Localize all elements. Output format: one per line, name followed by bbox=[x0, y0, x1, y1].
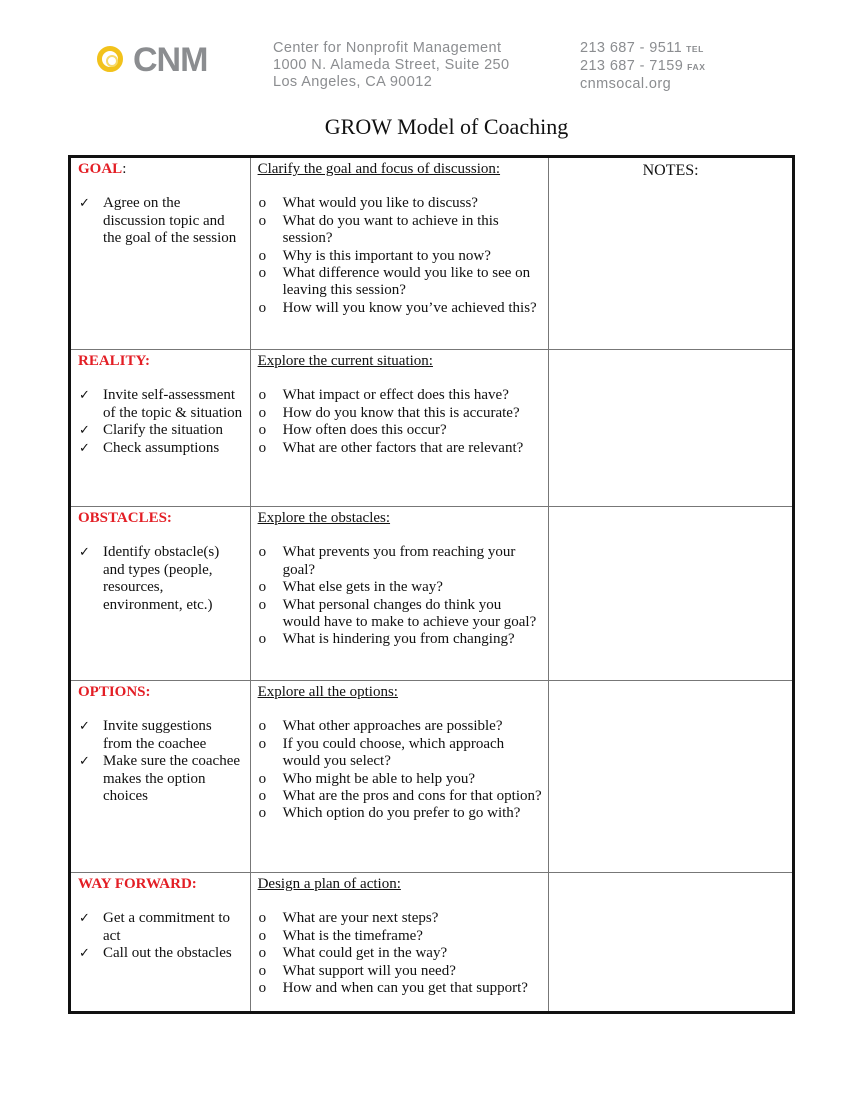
list-item: ✓ Invite self-assessment of the topic & situation bbox=[79, 387, 243, 421]
notes-cell[interactable] bbox=[549, 681, 794, 873]
cnm-logo bbox=[97, 41, 217, 84]
list-item: o Why is this important to you now? bbox=[258, 247, 491, 264]
phone-tag: TEL bbox=[686, 44, 704, 54]
list-item: o Which option do you prefer to go with? bbox=[258, 805, 521, 822]
question-list bbox=[258, 910, 543, 997]
address-line: Los Angeles, CA 90012 bbox=[273, 74, 433, 90]
section-cell bbox=[70, 350, 251, 507]
section-title: REALITY: bbox=[78, 353, 150, 369]
fax-line bbox=[580, 58, 706, 76]
questions-cell bbox=[250, 157, 549, 350]
question-list bbox=[258, 195, 543, 317]
bullet-icon: o bbox=[258, 265, 267, 282]
list-item: o What are your next steps? bbox=[258, 910, 439, 927]
logo-text: CNM bbox=[133, 41, 208, 79]
check-icon: ✓ bbox=[79, 423, 90, 439]
check-list bbox=[78, 910, 244, 962]
check-icon: ✓ bbox=[79, 911, 90, 927]
notes-cell[interactable] bbox=[549, 873, 794, 1013]
list-item: ✓ Clarify the situation bbox=[79, 422, 223, 439]
list-item: o What support will you need? bbox=[258, 962, 456, 979]
section-subtitle: Explore the current situation: bbox=[257, 353, 433, 369]
phone-line bbox=[580, 40, 706, 58]
bullet-icon: o bbox=[258, 770, 267, 787]
document-title: GROW Model of Coaching bbox=[324, 114, 569, 139]
bullet-icon: o bbox=[258, 195, 267, 212]
bullet-icon: o bbox=[258, 718, 267, 735]
bullet-icon: o bbox=[258, 544, 267, 561]
section-subtitle: Clarify the goal and focus of discussion: bbox=[257, 161, 501, 177]
questions-cell bbox=[250, 873, 549, 1013]
list-item: ✓ Check assumptions bbox=[79, 439, 220, 456]
list-item: o Who might be able to help you? bbox=[258, 770, 476, 787]
section-subtitle: Design a plan of action: bbox=[257, 876, 401, 892]
list-item: o How often does this occur? bbox=[258, 422, 447, 439]
table-row-goal bbox=[70, 157, 794, 350]
list-item: ✓ Identify obstacle(s) and types (people, resources, environment, etc.) bbox=[79, 544, 220, 613]
list-item: ✓ Agree on the discussion topic and the goal of the session bbox=[79, 195, 237, 247]
check-list bbox=[78, 387, 244, 457]
table-row-way-forward bbox=[70, 873, 794, 1013]
questions-cell bbox=[250, 681, 549, 873]
check-icon: ✓ bbox=[79, 754, 90, 770]
section-cell bbox=[70, 507, 251, 681]
list-item: ✓ Call out the obstacles bbox=[79, 945, 232, 962]
list-item: o How and when can you get that support? bbox=[258, 980, 528, 997]
website: cnmsocal.org bbox=[580, 76, 672, 92]
bullet-icon: o bbox=[258, 927, 267, 944]
list-item: o What personal changes do think you would have to make to achieve your goal? bbox=[258, 596, 537, 631]
bullet-icon: o bbox=[258, 404, 267, 421]
question-list bbox=[258, 544, 543, 648]
questions-cell bbox=[250, 350, 549, 507]
bullet-icon: o bbox=[258, 631, 267, 648]
check-icon: ✓ bbox=[79, 196, 90, 212]
bullet-icon: o bbox=[258, 805, 267, 822]
logo-ring-icon bbox=[97, 46, 123, 72]
list-item: ✓ Make sure the coachee makes the option choices bbox=[79, 753, 241, 805]
check-list bbox=[78, 544, 244, 614]
bullet-icon: o bbox=[258, 945, 267, 962]
list-item: o How do you know that this is accurate? bbox=[258, 404, 520, 421]
list-item: o What is the timeframe? bbox=[258, 927, 423, 944]
organization-address bbox=[273, 40, 509, 91]
section-title: WAY FORWARD: bbox=[78, 876, 197, 892]
list-item: o What prevents you from reaching your goal? bbox=[258, 544, 516, 578]
check-icon: ✓ bbox=[79, 545, 90, 561]
table-row-reality bbox=[70, 350, 794, 507]
bullet-icon: o bbox=[258, 439, 267, 456]
address-line: 1000 N. Alameda Street, Suite 250 bbox=[273, 57, 510, 73]
list-item: o What are other factors that are relevant? bbox=[258, 439, 524, 456]
table-row-obstacles bbox=[70, 507, 794, 681]
bullet-icon: o bbox=[258, 579, 267, 596]
fax-number: 213 687 - 7159 bbox=[580, 58, 684, 74]
list-item: o If you could choose, which approach would you select? bbox=[258, 735, 505, 770]
notes-cell[interactable] bbox=[549, 507, 794, 681]
section-title: OBSTACLES: bbox=[78, 510, 172, 526]
question-list bbox=[258, 387, 543, 457]
list-item: o What is hindering you from changing? bbox=[258, 631, 515, 648]
list-item: ✓ Invite suggestions from the coachee bbox=[79, 718, 212, 752]
grow-table bbox=[68, 155, 795, 1014]
bullet-icon: o bbox=[258, 422, 267, 439]
bullet-icon: o bbox=[258, 299, 267, 316]
list-item: o How will you know you’ve achieved this? bbox=[258, 299, 537, 316]
section-cell bbox=[70, 157, 251, 350]
fax-tag: FAX bbox=[687, 62, 706, 72]
bullet-icon: o bbox=[258, 247, 267, 264]
notes-cell[interactable] bbox=[549, 157, 794, 350]
list-item: o What are the pros and cons for that option? bbox=[258, 788, 542, 805]
bullet-icon: o bbox=[258, 212, 267, 229]
organization-contact bbox=[580, 40, 706, 93]
check-list bbox=[78, 718, 244, 805]
list-item: o What do you want to achieve in this session? bbox=[258, 212, 499, 247]
check-icon: ✓ bbox=[79, 946, 90, 962]
check-icon: ✓ bbox=[79, 388, 90, 404]
bullet-icon: o bbox=[258, 387, 267, 404]
table-row-options bbox=[70, 681, 794, 873]
bullet-icon: o bbox=[258, 962, 267, 979]
check-icon: ✓ bbox=[79, 719, 90, 735]
bullet-icon: o bbox=[258, 788, 267, 805]
notes-heading: NOTES: bbox=[642, 162, 699, 179]
questions-cell bbox=[250, 507, 549, 681]
phone-number: 213 687 - 9511 bbox=[580, 40, 683, 56]
list-item: o What would you like to discuss? bbox=[258, 195, 478, 212]
section-subtitle: Explore the obstacles: bbox=[257, 510, 391, 526]
bullet-icon: o bbox=[258, 735, 267, 752]
list-item: o What other approaches are possible? bbox=[258, 718, 503, 735]
address-line: Center for Nonprofit Management bbox=[273, 40, 502, 56]
check-icon: ✓ bbox=[79, 440, 90, 456]
list-item: o What could get in the way? bbox=[258, 945, 448, 962]
section-cell bbox=[70, 873, 251, 1013]
list-item: o What difference would you like to see on leaving this session? bbox=[258, 265, 531, 299]
section-cell bbox=[70, 681, 251, 873]
list-item: ✓ Get a commitment to act bbox=[79, 910, 231, 944]
section-title: OPTIONS: bbox=[78, 684, 151, 700]
list-item: o What else gets in the way? bbox=[258, 579, 443, 596]
check-list bbox=[78, 195, 244, 247]
question-list bbox=[258, 718, 543, 822]
bullet-icon: o bbox=[258, 596, 267, 613]
section-subtitle: Explore all the options: bbox=[257, 684, 398, 700]
notes-cell[interactable] bbox=[549, 350, 794, 507]
section-title: GOAL: bbox=[78, 161, 127, 177]
bullet-icon: o bbox=[258, 910, 267, 927]
bullet-icon: o bbox=[258, 980, 267, 997]
list-item: o What impact or effect does this have? bbox=[258, 387, 509, 404]
